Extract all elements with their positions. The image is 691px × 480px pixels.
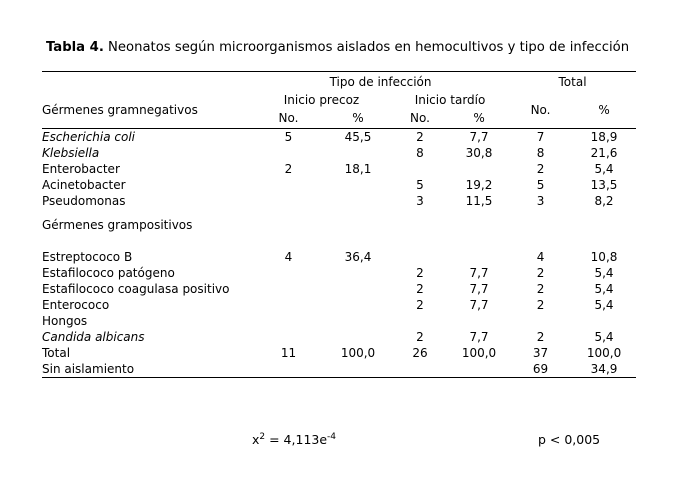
cell: 5,4: [594, 298, 614, 312]
cell: 100,0: [340, 346, 376, 360]
header-inicio-tardio: Inicio tardío: [414, 93, 486, 107]
cell: [449, 249, 509, 265]
row-label: Estreptococo B: [42, 250, 133, 264]
cell: [391, 313, 449, 329]
header-precoz-no: No.: [252, 108, 325, 129]
cell: [391, 161, 449, 177]
cell: 5,4: [594, 330, 614, 344]
chi-exponent: 2: [259, 431, 266, 442]
cell: [325, 265, 391, 281]
chi-base: x: [252, 432, 260, 447]
header-tardio-no: No.: [391, 108, 449, 129]
cell: 2: [416, 266, 424, 280]
cell: 13,5: [590, 178, 618, 192]
cell: 2: [416, 282, 424, 296]
cell: [391, 217, 449, 233]
cell: 30,8: [465, 146, 493, 160]
cell: 34,9: [590, 362, 618, 376]
cell: [252, 265, 325, 281]
header-inicio-precoz: Inicio precoz: [283, 93, 360, 107]
stats-footer: [0, 432, 691, 450]
header-row-groups: [42, 72, 636, 93]
header-total-no: No.: [509, 92, 572, 129]
cell: 5,4: [594, 266, 614, 280]
cell: [449, 217, 509, 233]
row-label: Gérmenes grampositivos: [42, 218, 193, 232]
cell: 21,6: [590, 146, 618, 160]
cell: 5: [416, 178, 424, 192]
cell: [509, 217, 572, 233]
table-row: [42, 177, 636, 193]
table-row: [42, 161, 636, 177]
cell: [252, 329, 325, 345]
cell: [252, 145, 325, 161]
row-label: Sin aislamiento: [42, 362, 135, 376]
cell: [325, 361, 391, 378]
cell: 8: [416, 146, 424, 160]
cell: [325, 217, 391, 233]
table-row: [42, 329, 636, 345]
row-label: Estafilococo patógeno: [42, 266, 175, 280]
cell: [252, 297, 325, 313]
cell: [509, 313, 572, 329]
table-row: [42, 217, 636, 233]
table-row: [42, 265, 636, 281]
cell: 36,4: [344, 250, 372, 264]
cell: [252, 177, 325, 193]
cell: 10,8: [590, 250, 618, 264]
header-row-subgroups: [42, 92, 636, 108]
cell: 19,2: [465, 178, 493, 192]
table-row: [42, 345, 636, 361]
chi-square-stat: [252, 432, 336, 447]
cell: 7: [536, 130, 545, 144]
cell: 18,1: [344, 162, 372, 176]
chi-value: = 4,113e: [265, 432, 328, 447]
row-label: Pseudomonas: [42, 194, 126, 208]
table-caption: [46, 39, 691, 56]
cell: 4: [284, 250, 293, 264]
cell: [572, 217, 636, 233]
header-total: Total: [558, 75, 587, 89]
spacer-row: [42, 233, 636, 249]
row-label: Enterococo: [42, 298, 110, 312]
cell: 5,4: [594, 282, 614, 296]
cell: 7,7: [469, 298, 489, 312]
spacer-cell: [42, 233, 636, 249]
header-precoz-pct: %: [325, 108, 391, 129]
cell: [325, 297, 391, 313]
cell: [449, 313, 509, 329]
cell: 7,7: [469, 130, 489, 144]
cell: 18,9: [590, 130, 618, 144]
cell: 37: [532, 346, 549, 360]
cell: 11: [280, 346, 297, 360]
cell: 7,7: [469, 266, 489, 280]
spacer-cell: [42, 209, 636, 217]
cell: 2: [536, 330, 545, 344]
row-label: Klebsiella: [42, 146, 100, 160]
table-row: [42, 145, 636, 161]
cell: 11,5: [465, 194, 493, 208]
table-row: [42, 249, 636, 265]
table-row: [42, 129, 636, 146]
cell: 5: [284, 130, 293, 144]
cell: 100,0: [586, 346, 622, 360]
row-label: Hongos: [42, 314, 88, 328]
cell: 3: [416, 194, 424, 208]
cell: 26: [412, 346, 428, 360]
cell: 7,7: [469, 330, 489, 344]
row-label: Total: [42, 346, 71, 360]
table-row: [42, 313, 636, 329]
cell: 4: [536, 250, 545, 264]
cell: 45,5: [344, 130, 372, 144]
row-label: Enterobacter: [42, 162, 120, 176]
cell: [325, 281, 391, 297]
header-tardio-pct: %: [449, 108, 509, 129]
header-tipo-de-infeccion: Tipo de infección: [329, 75, 432, 89]
table-row: [42, 297, 636, 313]
cell: [252, 361, 325, 378]
cell: 2: [536, 162, 545, 176]
table-row: [42, 281, 636, 297]
header-germenes-gramnegativos: Gérmenes gramnegativos: [42, 92, 252, 129]
spacer-row: [42, 209, 636, 217]
row-label: Candida albicans: [42, 330, 145, 344]
cell: 8,2: [594, 194, 614, 208]
cell: [325, 329, 391, 345]
cell: [449, 161, 509, 177]
cell: 7,7: [469, 282, 489, 296]
data-table: [42, 71, 636, 378]
table-body: [42, 129, 636, 378]
cell: [325, 177, 391, 193]
row-label: Acinetobacter: [42, 178, 126, 192]
cell: 8: [536, 146, 545, 160]
table-caption-number: Tabla 4.: [46, 40, 104, 55]
cell: 2: [416, 298, 424, 312]
cell: 69: [532, 362, 549, 376]
header-spacer-cell: [42, 72, 252, 93]
cell: 2: [284, 162, 293, 176]
cell: 100,0: [461, 346, 497, 360]
table-row: [42, 193, 636, 209]
cell: [252, 217, 325, 233]
chi-e-exponent: -4: [327, 431, 337, 442]
table-row: [42, 361, 636, 378]
cell: [252, 313, 325, 329]
cell: 2: [416, 130, 424, 144]
cell: [325, 313, 391, 329]
cell: 2: [536, 298, 545, 312]
row-label: Estafilococo coagulasa positivo: [42, 282, 230, 296]
cell: [325, 193, 391, 209]
cell: 5: [536, 178, 545, 192]
cell: [252, 281, 325, 297]
cell: [449, 361, 509, 378]
cell: 2: [536, 282, 545, 296]
cell: [325, 145, 391, 161]
cell: [391, 361, 449, 378]
cell: [252, 193, 325, 209]
cell: 2: [416, 330, 424, 344]
cell: [391, 249, 449, 265]
cell: 5,4: [594, 162, 614, 176]
row-label: Escherichia coli: [42, 130, 135, 144]
cell: 3: [536, 194, 545, 208]
header-total-pct: %: [572, 92, 636, 129]
table-caption-text: Neonatos según microorganismos aislados en hemocultivos y tipo de infección: [103, 40, 630, 55]
page: [0, 39, 691, 480]
cell: [572, 313, 636, 329]
p-value: p < 0,005: [538, 432, 601, 447]
cell: 2: [536, 266, 545, 280]
